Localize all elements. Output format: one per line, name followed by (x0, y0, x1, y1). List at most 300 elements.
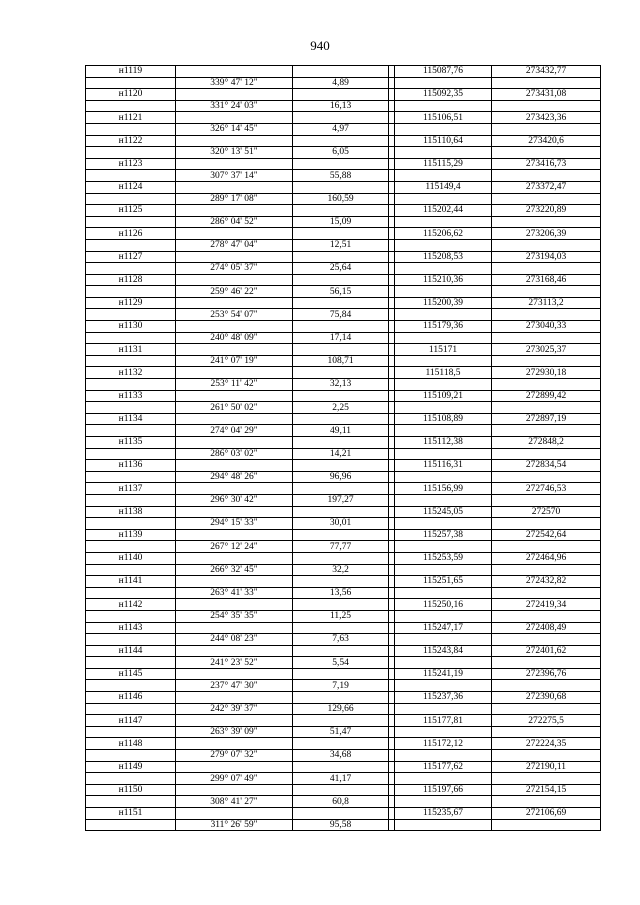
point-row (86, 112, 601, 124)
point-name-cell: н1125 (86, 205, 176, 217)
point-name-cell: н1146 (86, 692, 176, 704)
point-row (86, 552, 601, 564)
coordinates-table (85, 65, 601, 831)
segment-row (86, 541, 601, 553)
empty-cell (176, 738, 293, 750)
point-row (86, 529, 601, 541)
empty-cell (395, 193, 492, 205)
y-coordinate-cell: 273416,73 (492, 158, 601, 170)
direction-angle-cell: 289° 17' 08" (176, 193, 293, 205)
empty-cell (293, 784, 389, 796)
point-name-cell: н1147 (86, 715, 176, 727)
distance-cell: 32,13 (293, 379, 389, 391)
y-coordinate-cell: 272390,68 (492, 692, 601, 704)
empty-cell (492, 703, 601, 715)
empty-cell (395, 147, 492, 159)
empty-cell (395, 309, 492, 321)
point-row (86, 66, 601, 78)
empty-cell (86, 77, 176, 89)
y-coordinate-cell: 273420,6 (492, 135, 601, 147)
x-coordinate-cell: 115110,64 (395, 135, 492, 147)
empty-cell (395, 402, 492, 414)
distance-cell: 15,09 (293, 216, 389, 228)
empty-cell (395, 448, 492, 460)
empty-cell (293, 89, 389, 101)
point-row (86, 274, 601, 286)
distance-cell: 13,56 (293, 587, 389, 599)
direction-angle-cell: 263° 41' 33" (176, 587, 293, 599)
point-name-cell: н1145 (86, 668, 176, 680)
direction-angle-cell: 308° 41' 27" (176, 796, 293, 808)
segment-row (86, 332, 601, 344)
empty-cell (395, 564, 492, 576)
distance-cell: 4,97 (293, 123, 389, 135)
empty-cell (86, 425, 176, 437)
empty-cell (395, 379, 492, 391)
empty-cell (86, 703, 176, 715)
distance-cell: 108,71 (293, 355, 389, 367)
point-name-cell: н1139 (86, 529, 176, 541)
empty-cell (176, 413, 293, 425)
point-row (86, 297, 601, 309)
empty-cell (293, 205, 389, 217)
point-name-cell: н1133 (86, 390, 176, 402)
empty-cell (293, 274, 389, 286)
direction-angle-cell: 307° 37' 14" (176, 170, 293, 182)
empty-cell (492, 309, 601, 321)
point-row (86, 622, 601, 634)
segment-row (86, 379, 601, 391)
empty-cell (176, 181, 293, 193)
empty-cell (395, 286, 492, 298)
empty-cell (86, 402, 176, 414)
empty-cell (293, 483, 389, 495)
point-row (86, 715, 601, 727)
empty-cell (86, 750, 176, 762)
distance-cell: 96,96 (293, 471, 389, 483)
empty-cell (176, 692, 293, 704)
segment-row (86, 263, 601, 275)
direction-angle-cell: 237° 47' 30" (176, 680, 293, 692)
empty-cell (492, 123, 601, 135)
y-coordinate-cell: 272746,53 (492, 483, 601, 495)
direction-angle-cell: 244° 08' 23" (176, 634, 293, 646)
x-coordinate-cell: 115251,65 (395, 576, 492, 588)
empty-cell (492, 518, 601, 530)
empty-cell (86, 610, 176, 622)
coordinates-table-body (86, 66, 601, 831)
empty-cell (293, 668, 389, 680)
empty-cell (492, 634, 601, 646)
empty-cell (86, 332, 176, 344)
empty-cell (293, 367, 389, 379)
y-coordinate-cell: 273025,37 (492, 344, 601, 356)
y-coordinate-cell: 272396,76 (492, 668, 601, 680)
point-name-cell: н1140 (86, 552, 176, 564)
y-coordinate-cell: 272408,49 (492, 622, 601, 634)
empty-cell (86, 263, 176, 275)
empty-cell (176, 274, 293, 286)
distance-cell: 30,01 (293, 518, 389, 530)
segment-row (86, 494, 601, 506)
empty-cell (293, 344, 389, 356)
empty-cell (176, 297, 293, 309)
empty-cell (293, 437, 389, 449)
empty-cell (293, 622, 389, 634)
empty-cell (86, 448, 176, 460)
y-coordinate-cell: 273206,39 (492, 228, 601, 240)
y-coordinate-cell: 273113,2 (492, 297, 601, 309)
empty-cell (293, 158, 389, 170)
y-coordinate-cell: 273431,08 (492, 89, 601, 101)
x-coordinate-cell: 115197,66 (395, 784, 492, 796)
point-row (86, 506, 601, 518)
distance-cell: 7,63 (293, 634, 389, 646)
empty-cell (492, 541, 601, 553)
y-coordinate-cell: 273040,33 (492, 321, 601, 333)
empty-cell (492, 471, 601, 483)
empty-cell (492, 587, 601, 599)
empty-cell (293, 413, 389, 425)
empty-cell (86, 819, 176, 831)
distance-cell: 75,84 (293, 309, 389, 321)
x-coordinate-cell: 115177,81 (395, 715, 492, 727)
empty-cell (176, 645, 293, 657)
empty-cell (395, 170, 492, 182)
empty-cell (293, 251, 389, 263)
x-coordinate-cell: 115208,53 (395, 251, 492, 263)
empty-cell (395, 541, 492, 553)
empty-cell (492, 819, 601, 831)
point-name-cell: н1131 (86, 344, 176, 356)
point-row (86, 367, 601, 379)
distance-cell: 16,13 (293, 100, 389, 112)
direction-angle-cell: 286° 03' 02" (176, 448, 293, 460)
empty-cell (293, 599, 389, 611)
segment-row (86, 309, 601, 321)
point-row (86, 251, 601, 263)
empty-cell (293, 390, 389, 402)
empty-cell (176, 599, 293, 611)
x-coordinate-cell: 115109,21 (395, 390, 492, 402)
distance-cell: 51,47 (293, 726, 389, 738)
point-name-cell: н1136 (86, 460, 176, 472)
point-row (86, 158, 601, 170)
point-name-cell: н1141 (86, 576, 176, 588)
segment-row (86, 773, 601, 785)
empty-cell (293, 808, 389, 820)
distance-cell: 56,15 (293, 286, 389, 298)
empty-cell (293, 460, 389, 472)
empty-cell (492, 680, 601, 692)
direction-angle-cell: 263° 39' 09" (176, 726, 293, 738)
segment-row (86, 657, 601, 669)
empty-cell (293, 692, 389, 704)
y-coordinate-cell: 272190,11 (492, 761, 601, 773)
empty-cell (492, 170, 601, 182)
point-name-cell: н1121 (86, 112, 176, 124)
direction-angle-cell: 311° 26' 59" (176, 819, 293, 831)
x-coordinate-cell: 115177,62 (395, 761, 492, 773)
empty-cell (492, 564, 601, 576)
empty-cell (492, 657, 601, 669)
point-name-cell: н1122 (86, 135, 176, 147)
x-coordinate-cell: 115118,5 (395, 367, 492, 379)
empty-cell (492, 726, 601, 738)
x-coordinate-cell: 115241,19 (395, 668, 492, 680)
empty-cell (492, 332, 601, 344)
segment-row (86, 680, 601, 692)
direction-angle-cell: 241° 23' 52" (176, 657, 293, 669)
point-row (86, 808, 601, 820)
empty-cell (395, 796, 492, 808)
x-coordinate-cell: 115253,59 (395, 552, 492, 564)
distance-cell: 41,17 (293, 773, 389, 785)
direction-angle-cell: 266° 32' 45" (176, 564, 293, 576)
empty-cell (395, 726, 492, 738)
point-row (86, 599, 601, 611)
point-row (86, 692, 601, 704)
empty-cell (492, 216, 601, 228)
direction-angle-cell: 253° 11' 42" (176, 379, 293, 391)
direction-angle-cell: 320° 13' 51" (176, 147, 293, 159)
empty-cell (395, 657, 492, 669)
empty-cell (176, 460, 293, 472)
y-coordinate-cell: 272419,34 (492, 599, 601, 611)
empty-cell (86, 657, 176, 669)
empty-cell (86, 518, 176, 530)
y-coordinate-cell: 272401,62 (492, 645, 601, 657)
empty-cell (86, 216, 176, 228)
x-coordinate-cell: 115171 (395, 344, 492, 356)
empty-cell (492, 100, 601, 112)
point-row (86, 668, 601, 680)
x-coordinate-cell: 115235,67 (395, 808, 492, 820)
point-name-cell: н1128 (86, 274, 176, 286)
distance-cell: 34,68 (293, 750, 389, 762)
segment-row (86, 147, 601, 159)
point-name-cell: н1149 (86, 761, 176, 773)
segment-row (86, 750, 601, 762)
segment-row (86, 610, 601, 622)
empty-cell (86, 680, 176, 692)
direction-angle-cell: 294° 15' 33" (176, 518, 293, 530)
point-name-cell: н1144 (86, 645, 176, 657)
empty-cell (395, 587, 492, 599)
empty-cell (86, 100, 176, 112)
y-coordinate-cell: 273220,89 (492, 205, 601, 217)
empty-cell (492, 263, 601, 275)
segment-row (86, 123, 601, 135)
empty-cell (176, 135, 293, 147)
empty-cell (395, 518, 492, 530)
segment-row (86, 726, 601, 738)
empty-cell (176, 205, 293, 217)
empty-cell (176, 66, 293, 78)
point-name-cell: н1120 (86, 89, 176, 101)
x-coordinate-cell: 115243,84 (395, 645, 492, 657)
empty-cell (86, 471, 176, 483)
empty-cell (395, 471, 492, 483)
empty-cell (176, 367, 293, 379)
point-row (86, 344, 601, 356)
empty-cell (176, 344, 293, 356)
segment-row (86, 193, 601, 205)
point-row (86, 181, 601, 193)
empty-cell (176, 576, 293, 588)
direction-angle-cell: 331° 24' 03" (176, 100, 293, 112)
x-coordinate-cell: 115210,36 (395, 274, 492, 286)
empty-cell (492, 379, 601, 391)
empty-cell (176, 506, 293, 518)
point-name-cell: н1119 (86, 66, 176, 78)
empty-cell (176, 761, 293, 773)
segment-row (86, 564, 601, 576)
empty-cell (492, 402, 601, 414)
x-coordinate-cell: 115092,35 (395, 89, 492, 101)
point-row (86, 437, 601, 449)
empty-cell (492, 773, 601, 785)
empty-cell (395, 123, 492, 135)
empty-cell (293, 135, 389, 147)
direction-angle-cell: 274° 05' 37" (176, 263, 293, 275)
direction-angle-cell: 278° 47' 04" (176, 239, 293, 251)
empty-cell (293, 576, 389, 588)
point-name-cell: н1124 (86, 181, 176, 193)
point-name-cell: н1123 (86, 158, 176, 170)
distance-cell: 129,66 (293, 703, 389, 715)
empty-cell (492, 425, 601, 437)
point-row (86, 228, 601, 240)
x-coordinate-cell: 115206,62 (395, 228, 492, 240)
segment-row (86, 170, 601, 182)
x-coordinate-cell: 115116,31 (395, 460, 492, 472)
empty-cell (492, 355, 601, 367)
empty-cell (492, 796, 601, 808)
empty-cell (86, 494, 176, 506)
empty-cell (86, 239, 176, 251)
empty-cell (86, 796, 176, 808)
y-coordinate-cell: 272432,82 (492, 576, 601, 588)
empty-cell (176, 437, 293, 449)
empty-cell (492, 193, 601, 205)
segment-row (86, 518, 601, 530)
empty-cell (293, 181, 389, 193)
y-coordinate-cell: 272275,5 (492, 715, 601, 727)
segment-row (86, 239, 601, 251)
direction-angle-cell: 240° 48' 09" (176, 332, 293, 344)
y-coordinate-cell: 272224,35 (492, 738, 601, 750)
empty-cell (492, 494, 601, 506)
distance-cell: 14,21 (293, 448, 389, 460)
empty-cell (293, 738, 389, 750)
empty-cell (86, 309, 176, 321)
empty-cell (86, 587, 176, 599)
empty-cell (176, 228, 293, 240)
empty-cell (492, 77, 601, 89)
direction-angle-cell: 339° 47' 12" (176, 77, 293, 89)
direction-angle-cell: 286° 04' 52" (176, 216, 293, 228)
point-name-cell: н1135 (86, 437, 176, 449)
point-name-cell: н1138 (86, 506, 176, 518)
empty-cell (293, 506, 389, 518)
empty-cell (293, 761, 389, 773)
empty-cell (492, 750, 601, 762)
point-row (86, 483, 601, 495)
empty-cell (492, 286, 601, 298)
point-name-cell: н1126 (86, 228, 176, 240)
point-name-cell: н1130 (86, 321, 176, 333)
point-name-cell: н1148 (86, 738, 176, 750)
empty-cell (293, 228, 389, 240)
x-coordinate-cell: 115179,36 (395, 321, 492, 333)
empty-cell (395, 425, 492, 437)
direction-angle-cell: 326° 14' 45" (176, 123, 293, 135)
x-coordinate-cell: 115245,05 (395, 506, 492, 518)
segment-row (86, 703, 601, 715)
empty-cell (293, 715, 389, 727)
x-coordinate-cell: 115202,44 (395, 205, 492, 217)
segment-row (86, 216, 601, 228)
x-coordinate-cell: 115149,4 (395, 181, 492, 193)
y-coordinate-cell: 273372,47 (492, 181, 601, 193)
y-coordinate-cell: 273423,36 (492, 112, 601, 124)
distance-cell: 160,59 (293, 193, 389, 205)
empty-cell (395, 332, 492, 344)
x-coordinate-cell: 115172,12 (395, 738, 492, 750)
empty-cell (492, 239, 601, 251)
point-name-cell: н1137 (86, 483, 176, 495)
point-row (86, 738, 601, 750)
point-row (86, 576, 601, 588)
direction-angle-cell: 267° 12' 24" (176, 541, 293, 553)
distance-cell: 2,25 (293, 402, 389, 414)
distance-cell: 197,27 (293, 494, 389, 506)
empty-cell (86, 286, 176, 298)
distance-cell: 95,58 (293, 819, 389, 831)
x-coordinate-cell: 115106,51 (395, 112, 492, 124)
empty-cell (176, 715, 293, 727)
direction-angle-cell: 259° 46' 22" (176, 286, 293, 298)
y-coordinate-cell: 272154,15 (492, 784, 601, 796)
point-row (86, 460, 601, 472)
x-coordinate-cell: 115200,39 (395, 297, 492, 309)
y-coordinate-cell: 272542,64 (492, 529, 601, 541)
empty-cell (176, 390, 293, 402)
empty-cell (395, 355, 492, 367)
segment-row (86, 471, 601, 483)
empty-cell (86, 634, 176, 646)
point-row (86, 645, 601, 657)
distance-cell: 12,51 (293, 239, 389, 251)
point-name-cell: н1129 (86, 297, 176, 309)
direction-angle-cell: 254° 35' 35" (176, 610, 293, 622)
point-name-cell: н1143 (86, 622, 176, 634)
empty-cell (293, 645, 389, 657)
y-coordinate-cell: 272848,2 (492, 437, 601, 449)
x-coordinate-cell: 115115,29 (395, 158, 492, 170)
x-coordinate-cell: 115247,17 (395, 622, 492, 634)
empty-cell (395, 750, 492, 762)
point-row (86, 89, 601, 101)
x-coordinate-cell: 115087,76 (395, 66, 492, 78)
point-name-cell: н1134 (86, 413, 176, 425)
empty-cell (395, 634, 492, 646)
x-coordinate-cell: 115112,38 (395, 437, 492, 449)
direction-angle-cell: 294° 48' 26" (176, 471, 293, 483)
distance-cell: 5,54 (293, 657, 389, 669)
distance-cell: 4,89 (293, 77, 389, 89)
